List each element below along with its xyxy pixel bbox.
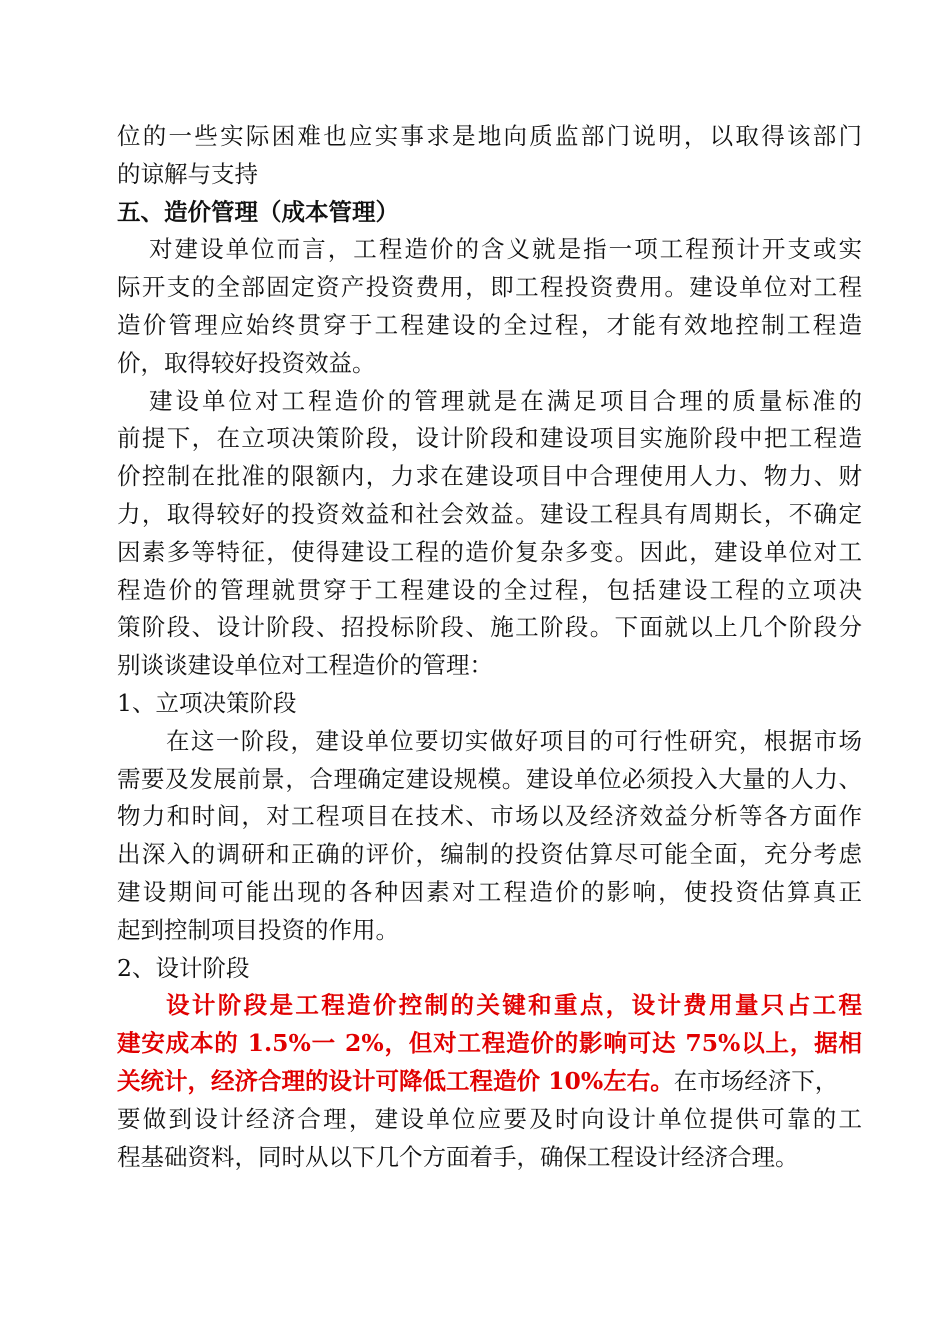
text-line: 前提下，在立项决策阶段，设计阶段和建设项目实施阶段中把工程造 <box>117 424 862 453</box>
text-line: 价，取得较好投资效益。 <box>117 348 376 377</box>
text-line: 别谈谈建设单位对工程造价的管理： <box>117 651 493 680</box>
text-line: 在这一阶段，建设单位要切实做好项目的可行性研究，根据市场 <box>166 726 862 755</box>
text-line: 策阶段、设计阶段、招投标阶段、施工阶段。下面就以上几个阶段分 <box>117 613 862 642</box>
subsection-heading: 2、设计阶段 <box>117 953 250 982</box>
highlighted-text-line: 建安成本的 1.5%一 2%，但对工程造价的影响可达 75%以上，据相 <box>117 1029 862 1058</box>
text-line: 起到控制项目投资的作用。 <box>117 915 399 944</box>
text-line: 建设期间可能出现的各种因素对工程造价的影响，使投资估算真正 <box>117 877 862 906</box>
text-line: 位的一些实际困难也应实事求是地向质监部门说明，以取得该部门 <box>117 122 862 150</box>
document-page <box>117 118 862 1176</box>
text-line: 际开支的全部固定资产投资费用，即工程投资费用。建设单位对工程 <box>117 273 862 302</box>
text-line: 程基础资料，同时从以下几个方面着手，确保工程设计经济合理。 <box>117 1142 799 1171</box>
text-line: 出深入的调研和正确的评价，编制的投资估算尽可能全面，充分考虑 <box>117 840 862 869</box>
text-line: 要做到设计经济合理，建设单位应要及时向设计单位提供可靠的工 <box>117 1104 862 1133</box>
text-line: 需要及发展前景，合理确定建设规模。建设单位必须投入大量的人力、 <box>117 764 862 793</box>
text-line: 力，取得较好的投资效益和社会效益。建设工程具有周期长，不确定 <box>117 499 862 528</box>
text-line: 程造价的管理就贯穿于工程建设的全过程，包括建设工程的立项决 <box>117 575 862 604</box>
text-line: 建设单位对工程造价的管理就是在满足项目合理的质量标准的 <box>149 386 862 415</box>
text-line: 因素多等特征，使得建设工程的造价复杂多变。因此，建设单位对工 <box>117 537 862 566</box>
mixed-text-line <box>117 1063 862 1101</box>
text-line: 物力和时间，对工程项目在技术、市场以及经济效益分析等各方面作 <box>117 802 862 831</box>
text-line: 的谅解与支持 <box>117 159 258 188</box>
text-line: 对建设单位而言，工程造价的含义就是指一项工程预计开支或实 <box>149 235 862 264</box>
section-heading: 五、造价管理（成本管理） <box>117 197 399 226</box>
text-span: 在市场经济下， <box>673 1066 839 1095</box>
highlighted-text: 关统计，经济合理的设计可降低工程造价 10%左右。 <box>117 1066 674 1095</box>
highlighted-text-line: 设计阶段是工程造价控制的关键和重点，设计费用量只占工程 <box>166 991 862 1020</box>
text-line: 价控制在批准的限额内，力求在建设项目中合理使用人力、物力、财 <box>117 462 862 491</box>
subsection-heading: 1、立项决策阶段 <box>117 688 297 717</box>
text-line: 造价管理应始终贯穿于工程建设的全过程，才能有效地控制工程造 <box>117 310 862 339</box>
